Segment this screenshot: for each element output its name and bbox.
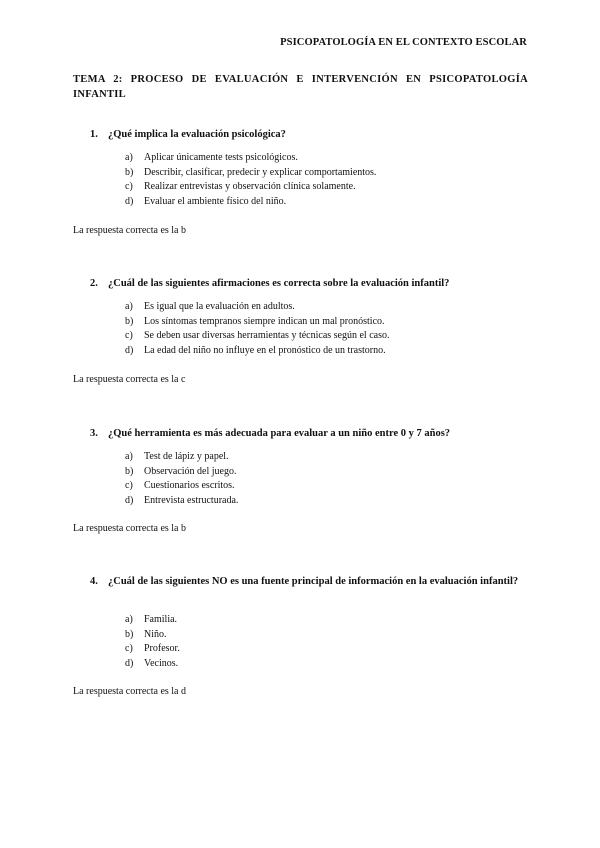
option-d: [125, 494, 238, 509]
option-a: [125, 151, 376, 166]
option-d: [125, 657, 180, 672]
option-letter: a): [125, 301, 133, 312]
question-2: [90, 276, 530, 291]
question-1: [90, 127, 530, 142]
option-b: [125, 628, 180, 643]
option-text: La edad del niño no influye en el pronóstico de un trastorno.: [144, 345, 386, 357]
option-letter: b): [125, 465, 134, 477]
answer-2: La respuesta correcta es la c: [73, 374, 186, 385]
option-a: [125, 300, 389, 315]
option-text: Observación del juego.: [144, 465, 237, 477]
option-letter: d): [125, 658, 134, 670]
question-4: [90, 574, 530, 589]
question-text: ¿Qué herramienta es más adecuada para evaluar a un niño entre 0 y 7 años?: [108, 428, 451, 439]
question-3: [90, 426, 530, 441]
option-letter: b): [125, 166, 134, 178]
option-text: Aplicar únicamente tests psicológicos.: [144, 152, 298, 163]
options-list-1: [125, 151, 376, 210]
question-number: 1.: [90, 129, 98, 140]
option-text: Profesor.: [144, 643, 180, 655]
option-d: [125, 344, 389, 359]
option-text: Niño.: [144, 628, 167, 640]
option-text: Realizar entrevistas y observación clínica solamente.: [144, 181, 356, 193]
document-title-line-1: TEMA 2: PROCESO DE EVALUACIÓN E INTERVENCIÓN EN PSICOPATOLOGÍA: [73, 74, 528, 85]
option-letter: b): [125, 628, 134, 640]
option-text: Vecinos.: [144, 658, 179, 670]
option-text: Test de lápiz y papel.: [144, 451, 229, 462]
question-text: ¿Cuál de las siguientes NO es una fuente principal de información en la evaluación infantil?: [108, 576, 519, 587]
question-number: 2.: [90, 278, 98, 289]
answer-3: La respuesta correcta es la b: [73, 523, 186, 534]
answer-1: La respuesta correcta es la b: [73, 225, 186, 236]
options-list-4: [125, 613, 180, 672]
option-letter: d): [125, 345, 134, 357]
option-text: Se deben usar diversas herramientas y técnicas según el caso.: [144, 330, 390, 342]
option-text: Es igual que la evaluación en adultos.: [144, 301, 295, 312]
option-letter: d): [125, 495, 134, 507]
option-b: [125, 315, 389, 330]
question-number: 3.: [90, 428, 98, 439]
option-letter: a): [125, 152, 133, 163]
option-a: [125, 450, 238, 465]
document-title-line-2: INFANTIL: [73, 89, 126, 100]
option-c: [125, 642, 180, 657]
option-a: [125, 613, 180, 628]
option-letter: b): [125, 315, 134, 327]
option-text: Evaluar el ambiente físico del niño.: [144, 196, 287, 208]
option-letter: a): [125, 451, 133, 462]
option-c: [125, 180, 376, 195]
option-letter: c): [125, 330, 133, 342]
option-letter: d): [125, 196, 134, 208]
option-c: [125, 479, 238, 494]
options-list-2: [125, 300, 389, 359]
question-text: ¿Cuál de las siguientes afirmaciones es correcta sobre la evaluación infantil?: [108, 278, 450, 289]
option-text: Entrevista estructurada.: [144, 495, 239, 507]
option-letter: c): [125, 480, 133, 492]
answer-4: La respuesta correcta es la d: [73, 686, 186, 697]
page-header: PSICOPATOLOGÍA EN EL CONTEXTO ESCOLAR: [280, 37, 527, 48]
option-text: Familia.: [144, 614, 178, 625]
option-b: [125, 166, 376, 181]
option-letter: c): [125, 643, 133, 655]
options-list-3: [125, 450, 238, 509]
option-text: Describir, clasificar, predecir y explicar comportamientos.: [144, 166, 377, 178]
question-text: ¿Qué implica la evaluación psicológica?: [108, 129, 286, 140]
option-c: [125, 329, 389, 344]
option-b: [125, 465, 238, 480]
document-title: [73, 72, 528, 102]
option-text: Cuestionarios escritos.: [144, 480, 235, 492]
question-number: 4.: [90, 576, 98, 587]
option-text: Los síntomas tempranos siempre indican un mal pronóstico.: [144, 315, 385, 327]
option-letter: a): [125, 614, 133, 625]
option-letter: c): [125, 181, 133, 193]
option-d: [125, 195, 376, 210]
